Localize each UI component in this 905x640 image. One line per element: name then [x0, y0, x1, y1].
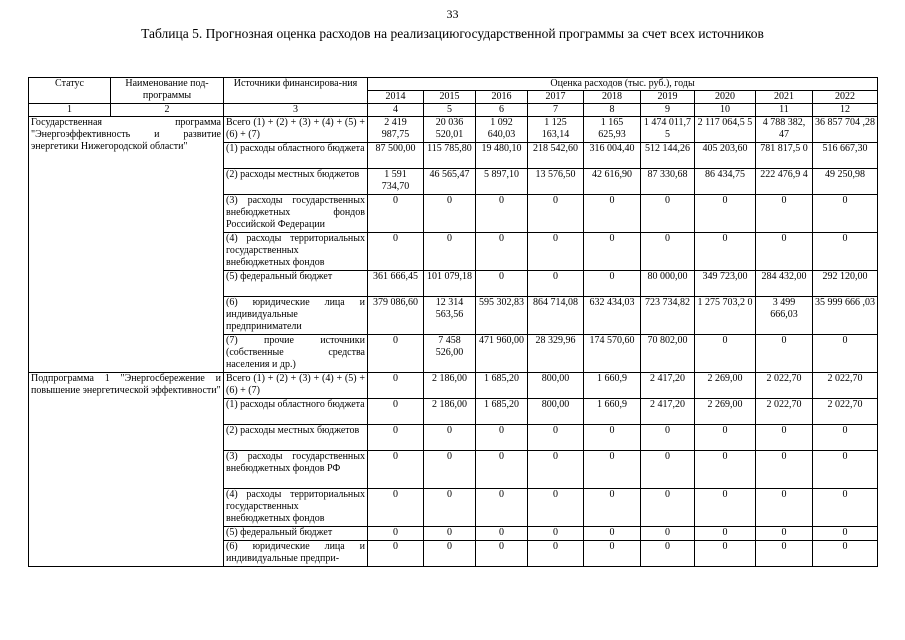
value-cell: 864 714,08: [528, 297, 584, 335]
value-cell: 0: [424, 489, 476, 527]
column-number: 12: [813, 104, 878, 117]
value-cell: 36 857 704 ,28: [813, 117, 878, 143]
value-cell: 471 960,00: [476, 335, 528, 373]
value-cell: 0: [756, 451, 813, 489]
value-cell: 46 565,47: [424, 169, 476, 195]
value-cell: 101 079,18: [424, 271, 476, 297]
value-cell: 2 269,00: [695, 399, 756, 425]
value-cell: 0: [584, 195, 641, 233]
column-number: 5: [424, 104, 476, 117]
value-cell: 86 434,75: [695, 169, 756, 195]
year-header: 2015: [424, 91, 476, 104]
source-label: (2) расходы местных бюджетов: [224, 425, 368, 451]
value-cell: 0: [476, 233, 528, 271]
value-cell: 4 788 382, 47: [756, 117, 813, 143]
value-cell: 0: [368, 451, 424, 489]
value-cell: 2 022,70: [813, 373, 878, 399]
value-cell: 0: [813, 335, 878, 373]
value-cell: 0: [756, 489, 813, 527]
column-number: 2: [111, 104, 224, 117]
value-cell: 0: [756, 195, 813, 233]
value-cell: 0: [695, 233, 756, 271]
value-cell: 0: [641, 233, 695, 271]
year-header: 2014: [368, 91, 424, 104]
value-cell: 0: [641, 489, 695, 527]
source-label: (1) расходы областного бюджета: [224, 143, 368, 169]
value-cell: 0: [528, 233, 584, 271]
value-cell: 0: [584, 527, 641, 541]
value-cell: 512 144,26: [641, 143, 695, 169]
column-number: 7: [528, 104, 584, 117]
value-cell: 516 667,30: [813, 143, 878, 169]
value-cell: 0: [756, 425, 813, 451]
column-number: 6: [476, 104, 528, 117]
value-cell: 1 092 640,03: [476, 117, 528, 143]
column-number: 9: [641, 104, 695, 117]
value-cell: 0: [695, 451, 756, 489]
year-header: 2019: [641, 91, 695, 104]
value-cell: 595 302,83: [476, 297, 528, 335]
value-cell: 0: [813, 425, 878, 451]
value-cell: 2 022,70: [756, 373, 813, 399]
header-estimate: Оценка расходов (тыс. руб.), годы: [368, 78, 878, 91]
value-cell: 0: [476, 195, 528, 233]
value-cell: 28 329,96: [528, 335, 584, 373]
value-cell: 0: [424, 451, 476, 489]
year-header: 2018: [584, 91, 641, 104]
section-name: Государственная программа "Энергоэффективность и развитие энергетики Нижегородской области": [29, 117, 224, 373]
value-cell: 0: [695, 489, 756, 527]
expense-table: [28, 77, 878, 567]
value-cell: 284 432,00: [756, 271, 813, 297]
value-cell: 115 785,80: [424, 143, 476, 169]
value-cell: 80 000,00: [641, 271, 695, 297]
value-cell: 87 500,00: [368, 143, 424, 169]
value-cell: 1 165 625,93: [584, 117, 641, 143]
table-row: [29, 117, 878, 143]
value-cell: 405 203,60: [695, 143, 756, 169]
source-label: (6) юридические лица и индивидуальные предпри-: [224, 541, 368, 567]
page-number: 33: [446, 7, 459, 21]
value-cell: 174 570,60: [584, 335, 641, 373]
source-label: Всего (1) + (2) + (3) + (4) + (5) + (6) + (7): [224, 117, 368, 143]
value-cell: 70 802,00: [641, 335, 695, 373]
value-cell: 349 723,00: [695, 271, 756, 297]
value-cell: 0: [584, 271, 641, 297]
value-cell: 49 250,98: [813, 169, 878, 195]
value-cell: 0: [641, 541, 695, 567]
value-cell: 0: [368, 335, 424, 373]
value-cell: 218 542,60: [528, 143, 584, 169]
source-label: (5) федеральный бюджет: [224, 527, 368, 541]
value-cell: 0: [476, 451, 528, 489]
value-cell: 0: [641, 195, 695, 233]
value-cell: 2 417,20: [641, 399, 695, 425]
value-cell: 0: [584, 233, 641, 271]
value-cell: 0: [695, 335, 756, 373]
value-cell: 361 666,45: [368, 271, 424, 297]
value-cell: 0: [756, 527, 813, 541]
value-cell: 0: [368, 233, 424, 271]
value-cell: 0: [528, 451, 584, 489]
value-cell: 0: [424, 527, 476, 541]
value-cell: 0: [528, 527, 584, 541]
value-cell: 0: [476, 489, 528, 527]
value-cell: 0: [695, 527, 756, 541]
value-cell: 1 660,9: [584, 399, 641, 425]
value-cell: 2 117 064,5 5: [695, 117, 756, 143]
value-cell: 222 476,9 4: [756, 169, 813, 195]
value-cell: 0: [695, 195, 756, 233]
source-label: (3) расходы государственных внебюджетных фондов РФ: [224, 451, 368, 489]
table-title: Таблица 5. Прогнозная оценка расходов на реализациюгосударственной программы за счет всех источников: [141, 26, 764, 41]
value-cell: 632 434,03: [584, 297, 641, 335]
value-cell: 7 458 526,00: [424, 335, 476, 373]
source-label: (4) расходы территориальных государственных внебюджетных фондов: [224, 233, 368, 271]
value-cell: 0: [695, 541, 756, 567]
value-cell: 0: [641, 425, 695, 451]
value-cell: 0: [368, 195, 424, 233]
value-cell: 0: [813, 233, 878, 271]
value-cell: 379 086,60: [368, 297, 424, 335]
value-cell: 0: [528, 489, 584, 527]
value-cell: 316 004,40: [584, 143, 641, 169]
value-cell: 0: [476, 271, 528, 297]
value-cell: 723 734,82: [641, 297, 695, 335]
value-cell: 2 022,70: [813, 399, 878, 425]
value-cell: 0: [476, 527, 528, 541]
year-header: 2020: [695, 91, 756, 104]
source-label: (4) расходы территориальных государственных внебюджетных фондов: [224, 489, 368, 527]
source-label: (3) расходы государственных внебюджетных фондов Российской Федерации: [224, 195, 368, 233]
value-cell: 20 036 520,01: [424, 117, 476, 143]
value-cell: 13 576,50: [528, 169, 584, 195]
column-number: 10: [695, 104, 756, 117]
value-cell: 0: [584, 489, 641, 527]
column-number: 3: [224, 104, 368, 117]
source-label: (2) расходы местных бюджетов: [224, 169, 368, 195]
value-cell: 0: [813, 541, 878, 567]
source-label: (6) юридические лица и индивидуальные предприниматели: [224, 297, 368, 335]
section-name: Подпрограмма 1 "Энергосбережение и повышение энергетической эффективности": [29, 373, 224, 567]
value-cell: 0: [368, 399, 424, 425]
value-cell: 0: [584, 451, 641, 489]
value-cell: 0: [641, 527, 695, 541]
value-cell: 0: [813, 527, 878, 541]
source-label: (1) расходы областного бюджета: [224, 399, 368, 425]
value-cell: 0: [756, 541, 813, 567]
value-cell: 42 616,90: [584, 169, 641, 195]
year-header: 2017: [528, 91, 584, 104]
value-cell: 35 999 666 ,03: [813, 297, 878, 335]
value-cell: 3 499 666,03: [756, 297, 813, 335]
value-cell: 0: [756, 335, 813, 373]
value-cell: 0: [368, 425, 424, 451]
value-cell: 0: [813, 195, 878, 233]
column-number: 8: [584, 104, 641, 117]
column-number: 4: [368, 104, 424, 117]
value-cell: 0: [476, 425, 528, 451]
column-numbers-row: [29, 104, 878, 117]
value-cell: 1 275 703,2 0: [695, 297, 756, 335]
value-cell: 800,00: [528, 373, 584, 399]
value-cell: 0: [528, 541, 584, 567]
value-cell: 5 897,10: [476, 169, 528, 195]
value-cell: 2 186,00: [424, 399, 476, 425]
value-cell: 12 314 563,56: [424, 297, 476, 335]
value-cell: 0: [424, 195, 476, 233]
value-cell: 0: [368, 373, 424, 399]
header-status: Статус: [29, 78, 111, 104]
value-cell: 1 125 163,14: [528, 117, 584, 143]
value-cell: 0: [424, 233, 476, 271]
value-cell: 1 474 011,7 5: [641, 117, 695, 143]
header-source: Источники финансирова-ния: [224, 78, 368, 104]
column-number: 11: [756, 104, 813, 117]
value-cell: 1 591 734,70: [368, 169, 424, 195]
value-cell: 1 685,20: [476, 373, 528, 399]
value-cell: 0: [476, 541, 528, 567]
value-cell: 0: [813, 451, 878, 489]
header-name: Наименование под-программы: [111, 78, 224, 104]
value-cell: 0: [756, 233, 813, 271]
source-label: (5) федеральный бюджет: [224, 271, 368, 297]
value-cell: 2 419 987,75: [368, 117, 424, 143]
source-label: Всего (1) + (2) + (3) + (4) + (5) + (6) + (7): [224, 373, 368, 399]
value-cell: 0: [424, 425, 476, 451]
value-cell: 0: [424, 541, 476, 567]
value-cell: 0: [695, 425, 756, 451]
value-cell: 87 330,68: [641, 169, 695, 195]
value-cell: 800,00: [528, 399, 584, 425]
value-cell: 0: [641, 451, 695, 489]
value-cell: 0: [368, 527, 424, 541]
value-cell: 2 417,20: [641, 373, 695, 399]
value-cell: 0: [584, 541, 641, 567]
year-header: 2016: [476, 91, 528, 104]
table-row: [29, 373, 878, 399]
value-cell: 292 120,00: [813, 271, 878, 297]
value-cell: 781 817,5 0: [756, 143, 813, 169]
year-header: 2021: [756, 91, 813, 104]
value-cell: 0: [528, 271, 584, 297]
value-cell: 0: [368, 489, 424, 527]
value-cell: 2 022,70: [756, 399, 813, 425]
value-cell: 0: [368, 541, 424, 567]
value-cell: 2 186,00: [424, 373, 476, 399]
source-label: (7) прочие источники (собственные средства населения и др.): [224, 335, 368, 373]
column-number: 1: [29, 104, 111, 117]
value-cell: 2 269,00: [695, 373, 756, 399]
value-cell: 19 480,10: [476, 143, 528, 169]
value-cell: 0: [584, 425, 641, 451]
value-cell: 1 660,9: [584, 373, 641, 399]
year-header: 2022: [813, 91, 878, 104]
value-cell: 0: [813, 489, 878, 527]
value-cell: 1 685,20: [476, 399, 528, 425]
value-cell: 0: [528, 425, 584, 451]
value-cell: 0: [528, 195, 584, 233]
